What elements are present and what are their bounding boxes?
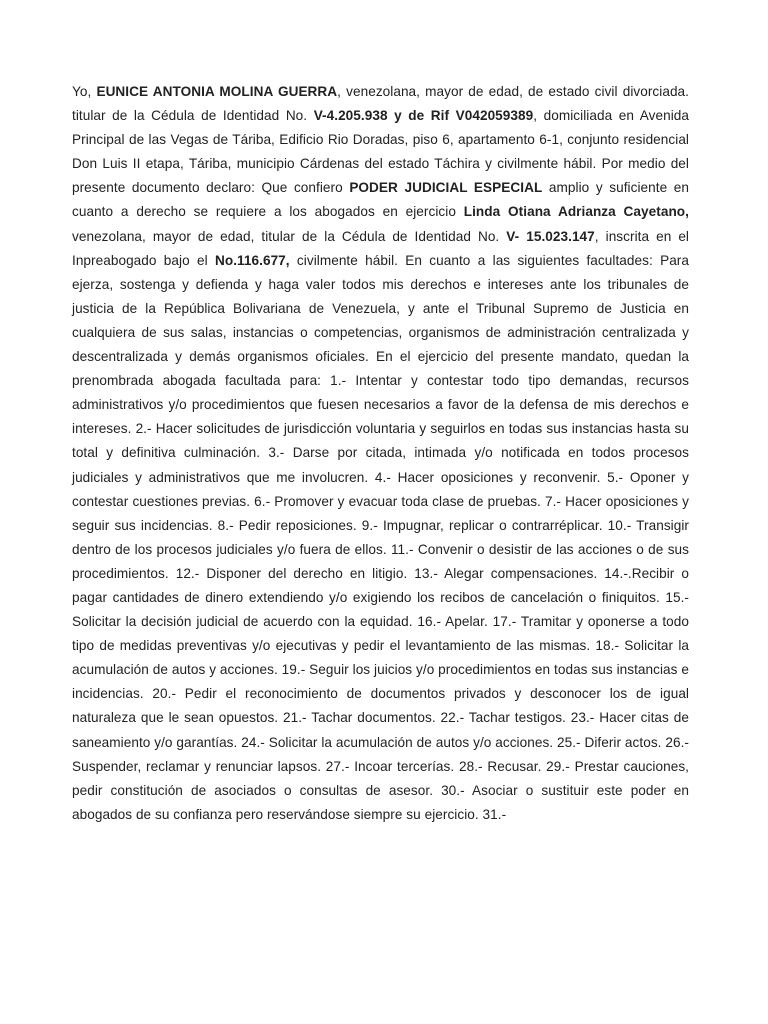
attorney-id: V- 15.023.147: [506, 228, 595, 244]
attorney-name: Linda Otiana Adrianza Cayetano,: [463, 204, 689, 220]
text-run: , domiciliada en Avenida Principal de las Vegas de Táriba, Edificio Rio Doradas, piso 6, apartamento 6-1, conjunto residencial Don Luis II etapa, Táriba, municipio Cárdenas del estado Táchira y civilmente hábil. Por medio del presente documento declaro: Que confiero: [72, 108, 689, 196]
power-type: PODER JUDICIAL ESPECIAL: [349, 180, 543, 196]
grantor-name: EUNICE ANTONIA MOLINA GUERRA: [96, 84, 338, 99]
text-run: , venezolana, mayor de edad, de estado civil divorciada. titular de la Cédula de Identidad No.: [72, 84, 689, 124]
text-run: amplio y suficiente en cuanto a derecho se requiere a los abogados en ejercicio: [72, 180, 689, 220]
inpreabogado-number: No.116.677,: [215, 252, 290, 268]
text-run: venezolana, mayor de edad, titular de la Cédula de Identidad No.: [72, 228, 507, 244]
text-run: , inscrita en el Inpreabogado bajo el: [72, 228, 689, 268]
power-of-attorney-paragraph: [72, 80, 689, 827]
text-run: Yo,: [72, 84, 97, 99]
text-run: civilmente hábil. En cuanto a las siguientes facultades: Para ejerza, sostenga y defienda y haga valer todos mis derechos e intereses ante los tribunales de justicia de la República Bolivariana de Venezuela, y ante el Tribunal Supremo de Justicia en cualquiera de sus salas, instancias o competencias, organismos de administración centralizada y descentralizada y demás organismos oficiales. En el ejercicio del presente mandato, quedan la prenombrada abogada facultada para: 1.- Intentar y contestar todo tipo demandas, recursos administrativos y/o procedimientos que fuesen necesarios a favor de la defensa de mis derechos e intereses. 2.- Hacer solicitudes de jurisdicción voluntaria y seguirlos en todas sus instancias hasta su total y definitiva culminación. 3.- Darse por citada, intimada y/o notificada en todos procesos judiciales y administrativos que me involucren. 4.- Hacer oposiciones y reconvenir. 5.- Oponer y contestar cuestiones previas. 6.- Promover y evacuar toda clase de pruebas. 7.- Hacer oposiciones y seguir sus incidencias. 8.- Pedir reposiciones. 9.- Impugnar, replicar o contrarréplicar. 10.- Transigir dentro de los procesos judiciales y/o fuera de ellos. 11.- Convenir o desistir de las acciones o de sus procedimientos. 12.- Disponer del derecho en litigio. 13.- Alegar compensaciones. 14.-.Recibir o pagar cantidades de dinero extendiendo y/o exigiendo los recibos de cancelación o finiquitos. 15.-Solicitar la decisión judicial de acuerdo con la equidad. 16.- Apelar. 17.- Tramitar y oponerse a todo tipo de medidas preventivas y/o ejecutivas y pedir el levantamiento de las mismas. 18.- Solicitar la acumulación de autos y acciones. 19.- Seguir los juicios y/o procedimientos en todas sus instancias e incidencias. 20.- Pedir el reconocimiento de documentos privados y desconocer los de igual naturaleza que le sean opuestos. 21.- Tachar documentos. 22.- Tachar testigos. 23.- Hacer citas de saneamiento y/o garantías. 24.- Solicitar la acumulación de autos y/o acciones. 25.- Diferir actos. 26.- Suspender, reclamar y renunciar lapsos. 27.- Incoar tercerías. 28.- Recusar. 29.- Prestar cauciones, pedir constitución de asociados o consultas de asesor. 30.- Asociar o sustituir este poder en abogados de su confianza pero reservándose siempre su ejercicio. 31.-: [72, 252, 689, 822]
grantor-id-rif: V-4.205.938 y de Rif V042059389: [313, 108, 534, 124]
